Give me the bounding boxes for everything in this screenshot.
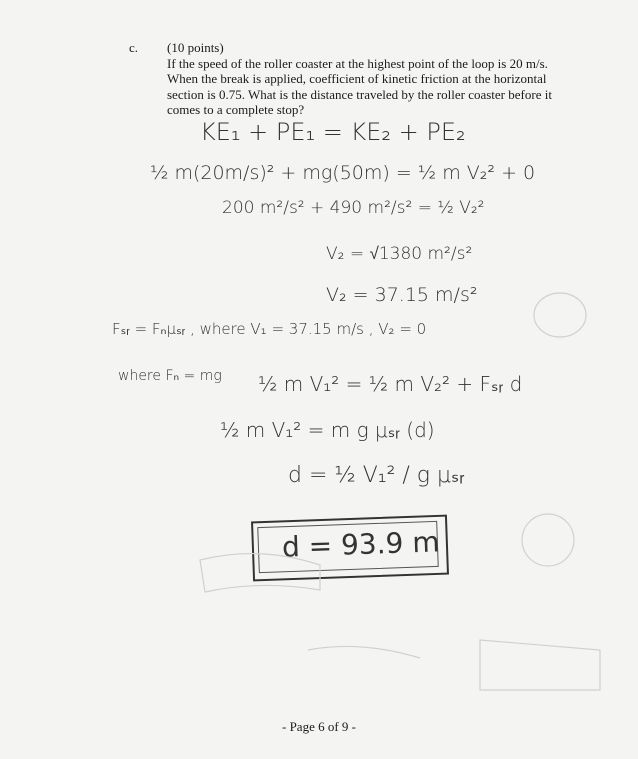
work-line-energy-conservation: KE₁ + PE₁ = KE₂ + PE₂ (200, 118, 466, 146)
question-points: (10 points) (167, 40, 224, 55)
work-line-normal-force: where Fₙ = mg (118, 368, 222, 384)
page-footer: - Page 6 of 9 - (281, 719, 356, 734)
work-line-work-energy: ½ m V₁² = ½ m V₂² + Fₛᵣ d (258, 372, 523, 396)
work-line-simplified: 200 m²/s² + 490 m²/s² = ½ V₂² (222, 198, 485, 218)
work-line-cancel-mass: ½ m V₁² = m g μₛᵣ (d) (220, 418, 435, 442)
question-line-1: If the speed of the roller coaster at the highest point of the loop is 20 m/s. (167, 55, 548, 71)
work-line-v2-sqrt: V₂ = √1380 m²/s² (326, 244, 473, 264)
question-letter: c. (129, 40, 139, 55)
question-line-4: comes to a complete stop? (167, 102, 305, 117)
work-line-solve-d: d = ½ V₁² / g μₛᵣ (288, 463, 465, 488)
question-line-2: When the break is applied, coefficient of kinetic friction at the horizontal (167, 71, 547, 86)
work-line-substitution: ½ m(20m/s)² + mg(50m) = ½ m V₂² + 0 (150, 162, 536, 184)
question-line-3: section is 0.75. What is the distance traveled by the roller coaster before it (167, 86, 552, 102)
work-line-v2-value: V₂ = 37.15 m/s² (326, 284, 478, 306)
final-answer: d = 93.9 m (281, 525, 441, 564)
work-line-friction-force: Fₛᵣ = Fₙμₛᵣ , where V₁ = 37.15 m/s , V₂ = 0 (112, 320, 427, 338)
